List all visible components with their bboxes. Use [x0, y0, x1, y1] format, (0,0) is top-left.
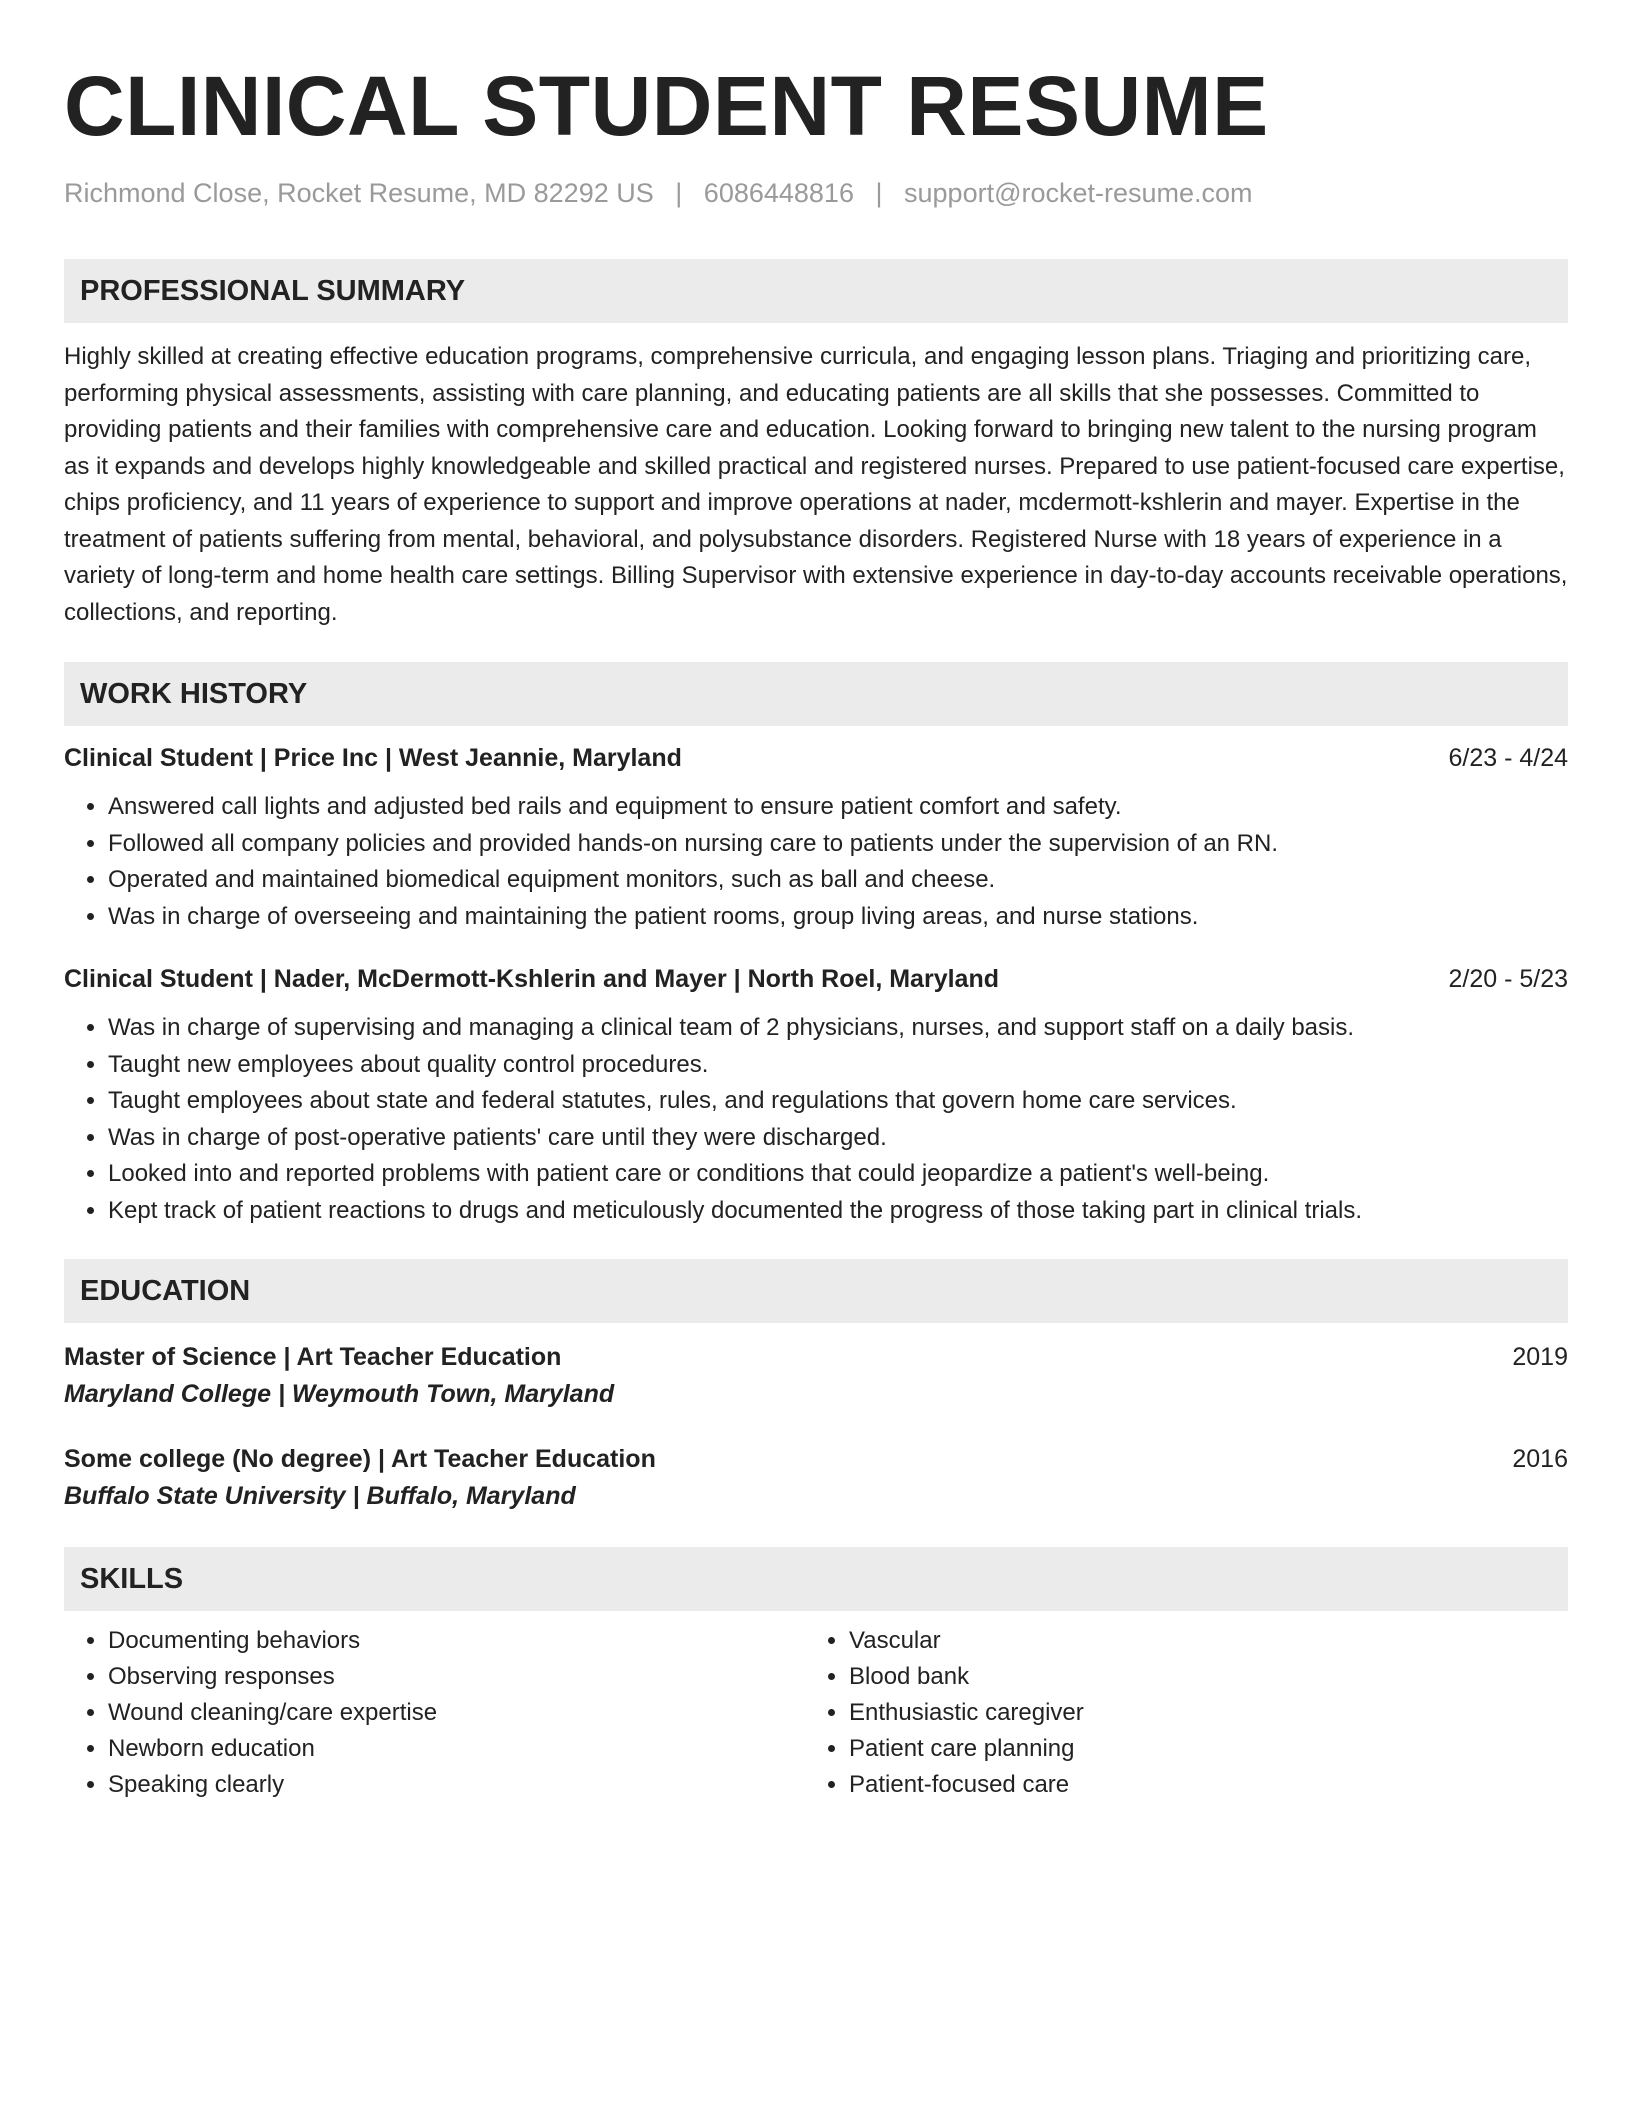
skill-item: • Documenting behaviors: [108, 1623, 805, 1659]
job-title: Clinical Student | Price Inc | West Jeannie, Maryland: [64, 744, 682, 772]
job-bullet: • Taught new employees about quality control procedures.: [108, 1047, 1568, 1084]
job-dates: 6/23 - 4/24: [1448, 744, 1568, 772]
job-bullet: • Followed all company policies and provided hands-on nursing care to patients under the supervision of an RN.: [108, 826, 1568, 863]
job-entry: [64, 965, 1568, 1229]
contact-separator: |: [675, 178, 683, 208]
summary-text: Highly skilled at creating effective education programs, comprehensive curricula, and engaging lesson plans. Triaging and prioritizing care, performing physical assessments, assisting with care planning, and educating patients are all skills that she possesses. Committed to providing patients and their families with comprehensive care and education. Looking forward to bringing new talent to the nursing program as it expands and develops highly knowledgeable and skilled practical and registered nurses. Prepared to use patient-focused care expertise, chips proficiency, and 11 years of experience to support and improve operations at nader, mcdermott-kshlerin and mayer. Expertise in the treatment of patients suffering from mental, behavioral, and polysubstance disorders. Registered Nurse with 18 years of experience in a variety of long-term and home health care settings. Billing Supervisor with extensive experience in day-to-day accounts receivable operations, collections, and reporting.: [64, 343, 1568, 626]
contact-line: [64, 178, 1568, 209]
skill-item: • Blood bank: [849, 1659, 1546, 1695]
skill-item: • Observing responses: [108, 1659, 805, 1695]
job-dates: 2/20 - 5/23: [1448, 965, 1568, 993]
skills-list: [64, 1623, 1568, 1803]
job-bullet: • Looked into and reported problems with patient care or conditions that could jeopardize a patient's well-being.: [108, 1156, 1568, 1193]
education-entry: [64, 1343, 1568, 1409]
job-header: [64, 744, 1568, 773]
job-bullet: • Operated and maintained biomedical equipment monitors, such as ball and cheese.: [108, 862, 1568, 899]
job-header: [64, 965, 1568, 994]
education-school: Maryland College | Weymouth Town, Maryland: [64, 1380, 615, 1408]
job-bullet: • Was in charge of supervising and managing a clinical team of 2 physicians, nurses, and support staff on a daily basis.: [108, 1010, 1568, 1047]
job-entry: [64, 744, 1568, 935]
contact-address: Richmond Close, Rocket Resume, MD 82292 US: [64, 178, 654, 208]
contact-email: support@rocket-resume.com: [904, 178, 1253, 208]
job-bullet: • Kept track of patient reactions to drugs and meticulously documented the progress of those taking part in clinical trials.: [108, 1193, 1568, 1230]
education-school: Buffalo State University | Buffalo, Maryland: [64, 1482, 576, 1510]
skill-item: • Wound cleaning/care expertise: [108, 1695, 805, 1731]
education-entry: [64, 1445, 1568, 1511]
education-degree: Some college (No degree) | Art Teacher Education: [64, 1445, 656, 1473]
skill-item: • Patient-focused care: [849, 1767, 1546, 1803]
skills-column-left: [64, 1623, 805, 1803]
job-bullet: • Was in charge of post-operative patients' care until they were discharged.: [108, 1120, 1568, 1157]
contact-phone: 6086448816: [703, 178, 854, 208]
skill-item: • Newborn education: [108, 1731, 805, 1767]
job-title: Clinical Student | Nader, McDermott-Kshlerin and Mayer | North Roel, Maryland: [64, 965, 999, 993]
education-header: [64, 1343, 1568, 1372]
job-bullets: [64, 1010, 1568, 1229]
job-bullet: • Was in charge of overseeing and maintaining the patient rooms, group living areas, and nurse stations.: [108, 899, 1568, 936]
job-bullet: • Taught employees about state and federal statutes, rules, and regulations that govern home care services.: [108, 1083, 1568, 1120]
education-header: [64, 1445, 1568, 1474]
section-heading-skills: SKILLS: [64, 1547, 1568, 1611]
section-heading-work-history: WORK HISTORY: [64, 662, 1568, 726]
skill-item: • Patient care planning: [849, 1731, 1546, 1767]
education-year: 2016: [1512, 1445, 1568, 1473]
skill-item: • Vascular: [849, 1623, 1546, 1659]
education-degree: Master of Science | Art Teacher Education: [64, 1343, 562, 1371]
job-bullets: [64, 789, 1568, 935]
job-bullet: • Answered call lights and adjusted bed rails and equipment to ensure patient comfort and safety.: [108, 789, 1568, 826]
resume-title: CLINICAL STUDENT RESUME: [64, 59, 1269, 153]
skill-item: • Speaking clearly: [108, 1767, 805, 1803]
skills-column-right: [805, 1623, 1546, 1803]
resume-page: [64, 56, 1568, 1803]
education-year: 2019: [1512, 1343, 1568, 1371]
section-heading-summary: PROFESSIONAL SUMMARY: [64, 259, 1568, 323]
skill-item: • Enthusiastic caregiver: [849, 1695, 1546, 1731]
contact-separator: |: [875, 178, 883, 208]
section-heading-education: EDUCATION: [64, 1259, 1568, 1323]
